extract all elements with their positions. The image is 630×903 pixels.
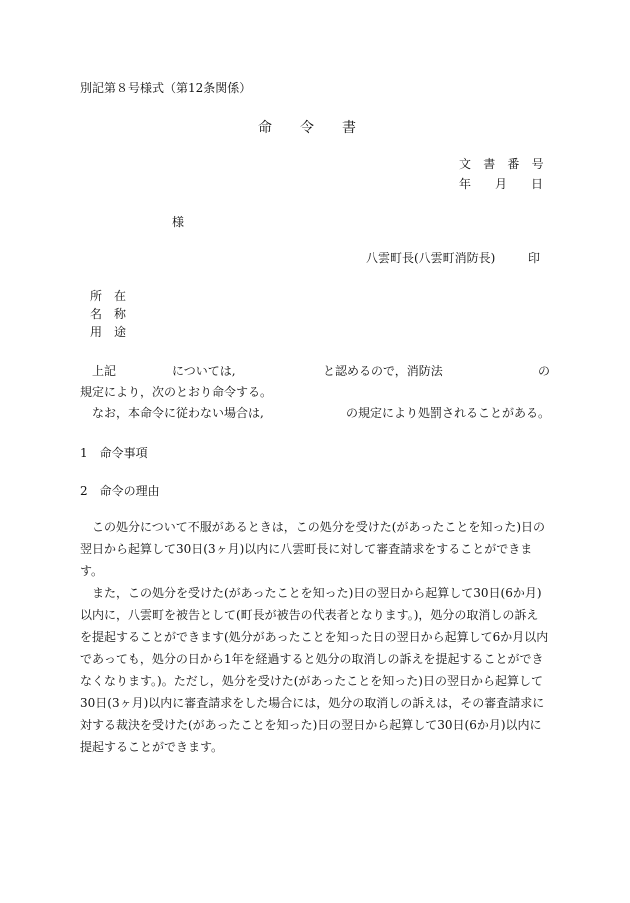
- addressee-suffix: 様: [172, 215, 185, 229]
- field-use: 用 途: [90, 325, 127, 339]
- body-line1-part2: については,: [172, 364, 236, 378]
- section-order-items: 1 命令事項: [80, 446, 148, 460]
- section-order-reason: 2 命令の理由: [80, 484, 160, 498]
- date-label: 年 月 日: [459, 177, 544, 191]
- appeal-notice: [80, 516, 550, 758]
- field-location: 所 在: [90, 289, 127, 303]
- body-line1-part4: の: [538, 364, 551, 378]
- body-line3-part1: なお，本命令に従わない場合は,: [92, 406, 264, 420]
- appeal-notice-para1: この処分について不服があるときは，この処分を受けた(があったことを知った)日の翌日から起算して30日(3ヶ月)以内に八雲町長に対して審査請求をすることができます。: [80, 520, 546, 578]
- appeal-notice-para2: また，この処分を受けた(があったことを知った)日の翌日から起算して30日(6か月)以内に，八雲町を被告として(町長が被告の代表者となります。)，処分の取消しの訴えを提起することができます(処分があったことを知った日の翌日から起算して6か月以内であっても，処分の日から1年を経過すると処分の取消しの訴えを提起することができなくなります。)。ただし，処分を受けた(があったことを知った)日の翌日から起算して30日(3ヶ月)以内に審査請求をした場合には，処分の取消しの訴えは，その審査請求に対する裁決を受けた(があったことを知った)日の翌日から起算して30日(6か月)以内に提起することができます。: [80, 586, 549, 754]
- body-line1-part3: と認めるので，消防法: [323, 364, 443, 378]
- body-line2: 規定により，次のとおり命令する。: [80, 385, 273, 399]
- form-label: 別記第８号様式（第12条関係）: [80, 81, 252, 95]
- issuer-name: 八雲町長(八雲町消防長): [366, 251, 496, 265]
- body-line3-part2: の規定により処罰されることがある。: [346, 406, 551, 420]
- field-name: 名 称: [90, 307, 127, 321]
- document-number-label: 文 書 番 号: [459, 157, 548, 171]
- page-title: 命 令 書: [258, 120, 356, 136]
- body-line1-part1: 上記: [92, 364, 117, 378]
- seal-mark: 印: [528, 251, 541, 265]
